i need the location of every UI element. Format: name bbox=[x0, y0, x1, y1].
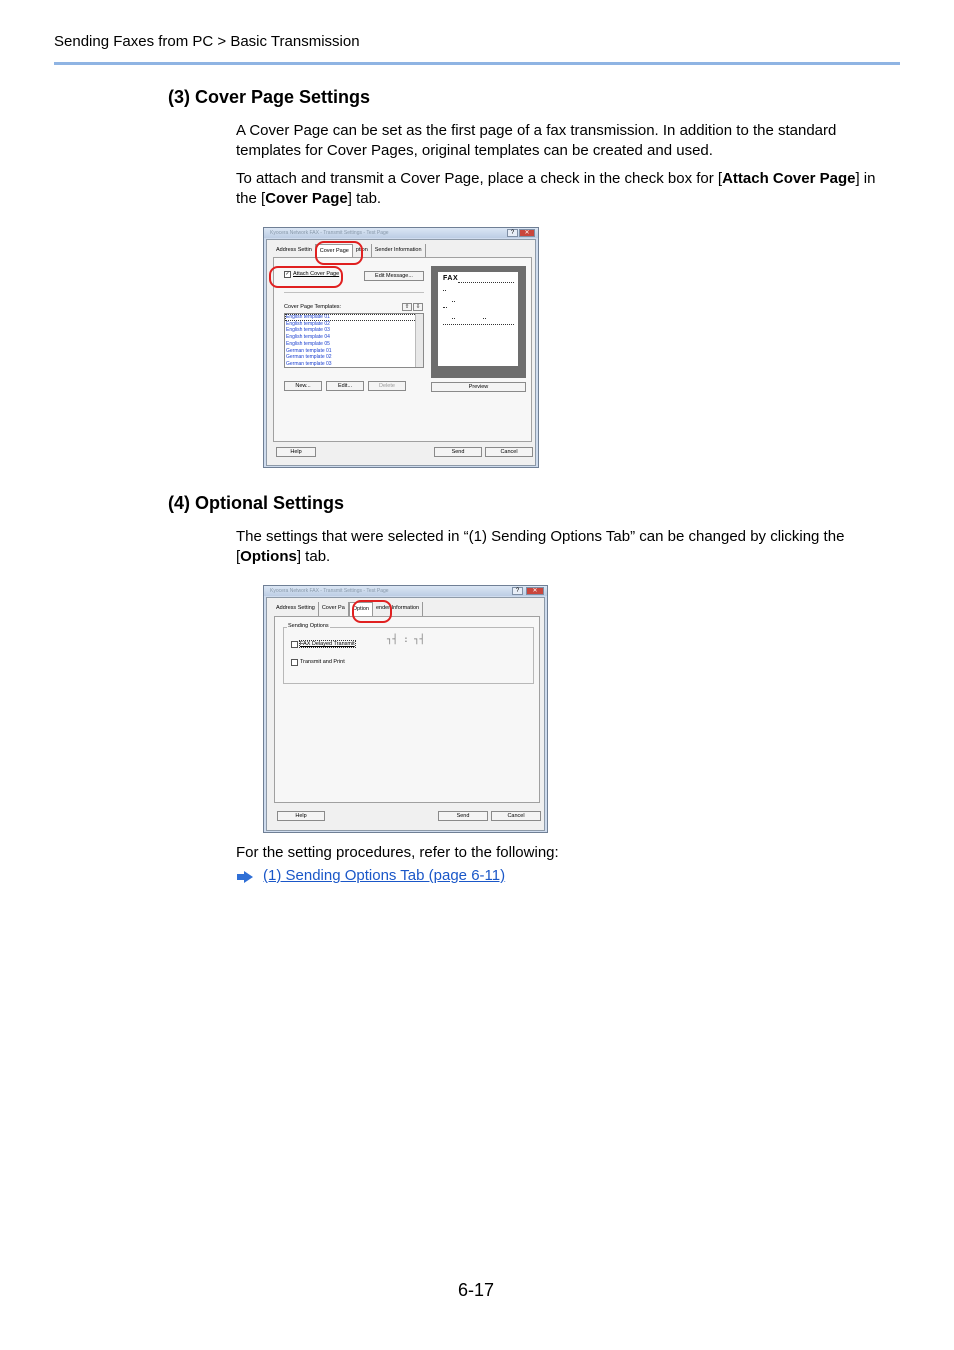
fax-delayed-transmit-checkbox[interactable] bbox=[291, 641, 298, 648]
preview-line bbox=[452, 301, 455, 302]
preview-line bbox=[483, 318, 486, 319]
attach-cover-page-highlight bbox=[269, 266, 343, 288]
dialog-client-area bbox=[266, 597, 545, 831]
section-4-paragraph: The settings that were selected in “(1) Sending Options Tab” can be changed by clicking the [Options] tab. bbox=[236, 528, 845, 565]
close-icon[interactable]: ✕ bbox=[526, 587, 544, 595]
tab-option[interactable]: Option bbox=[349, 602, 373, 616]
dialog-title-bar bbox=[264, 228, 538, 238]
edit-message-button[interactable]: Edit Message... bbox=[364, 271, 424, 281]
list-item[interactable]: English template 03 bbox=[286, 327, 330, 334]
tab-cover-page[interactable]: Cover Page bbox=[316, 244, 353, 258]
tab-address-settings[interactable]: Address Settin bbox=[273, 244, 316, 258]
section-3-heading: (3) Cover Page Settings bbox=[168, 87, 371, 107]
move-down-button[interactable]: ⇩ bbox=[413, 303, 423, 311]
send-button[interactable]: Send bbox=[434, 447, 482, 457]
sending-options-tab-link[interactable]: (1) Sending Options Tab (page 6-11) bbox=[263, 867, 506, 884]
help-icon[interactable]: ? bbox=[512, 587, 523, 595]
help-button[interactable]: Help bbox=[276, 447, 316, 457]
tab-cover-page[interactable]: Cover Pa bbox=[319, 602, 349, 616]
cancel-button[interactable]: Cancel bbox=[491, 811, 541, 821]
dialog-tabs bbox=[273, 602, 423, 616]
sending-options-label: Sending Options bbox=[288, 623, 329, 629]
preview-line bbox=[443, 324, 514, 325]
new-template-button[interactable]: New... bbox=[284, 381, 322, 391]
option-tab-highlight bbox=[352, 600, 392, 623]
page-number: 6-17 bbox=[458, 1280, 495, 1300]
list-item[interactable]: English template 01 bbox=[285, 314, 423, 321]
list-item[interactable]: English template 04 bbox=[286, 334, 330, 341]
section-3-paragraph-1: A Cover Page can be set as the first page of a fax transmission. In addition to the standard templates for Cover Pages, original templates can be created and used. bbox=[236, 122, 837, 159]
help-icon[interactable]: ? bbox=[507, 229, 518, 237]
preview-area bbox=[431, 266, 526, 378]
cancel-button[interactable]: Cancel bbox=[485, 447, 533, 457]
preview-button[interactable]: Preview bbox=[431, 382, 526, 392]
section-4-heading: (4) Optional Settings bbox=[168, 493, 345, 513]
move-up-button[interactable]: ⇧ bbox=[402, 303, 412, 311]
list-item[interactable]: English template 05 bbox=[286, 340, 330, 347]
preview-line bbox=[458, 282, 514, 283]
cover-page-tab-highlight bbox=[315, 241, 363, 265]
cover-page-dialog-screenshot bbox=[263, 227, 539, 468]
transmit-and-print-checkbox[interactable] bbox=[291, 659, 298, 666]
arrow-right-icon bbox=[236, 870, 254, 884]
option-dialog-screenshot bbox=[263, 585, 548, 833]
dialog-title: Kyocera Network FAX - Transmit Settings - Test Page bbox=[270, 230, 389, 236]
list-item[interactable]: German template 02 bbox=[286, 354, 332, 361]
option-panel bbox=[274, 616, 540, 803]
transmit-and-print-label: Transmit and Print bbox=[300, 659, 345, 665]
attach-cover-page-checkbox[interactable]: ✓ bbox=[285, 271, 290, 277]
cover-page-templates-label: Cover Page Templates: bbox=[284, 304, 342, 310]
tab-option[interactable]: ption bbox=[353, 244, 372, 258]
section-3-paragraph-2: To attach and transmit a Cover Page, place a check in the check box for [Attach Cover Page] in the [Cover Page] tab. bbox=[236, 170, 876, 207]
attach-cover-page-label: Attach Cover Page bbox=[293, 271, 340, 277]
list-scrollbar[interactable] bbox=[415, 314, 423, 367]
help-button[interactable]: Help bbox=[277, 811, 325, 821]
dialog-title-bar bbox=[264, 586, 547, 596]
breadcrumb: Sending Faxes from PC > Basic Transmission bbox=[54, 33, 360, 50]
delayed-time-spinner[interactable]: ┐┤ : ┐┤ bbox=[387, 635, 425, 645]
send-button[interactable]: Send bbox=[438, 811, 488, 821]
cover-page-templates-list[interactable] bbox=[284, 313, 424, 368]
delete-template-button[interactable]: Delete bbox=[368, 381, 406, 391]
list-item[interactable]: German template 01 bbox=[286, 347, 332, 354]
tab-sender-information[interactable]: Sender Information bbox=[372, 244, 426, 258]
cover-page-preview bbox=[438, 272, 518, 366]
list-item[interactable]: German template 03 bbox=[286, 360, 332, 367]
dialog-title: Kyocera Network FAX - Transmit Settings - Test Page bbox=[270, 588, 389, 594]
tab-sender-information[interactable]: ender Information bbox=[373, 602, 423, 616]
preview-line bbox=[443, 290, 446, 291]
list-item[interactable]: English template 02 bbox=[286, 320, 330, 327]
preview-line bbox=[452, 318, 455, 319]
fax-delayed-transmit-label: FAX Delayed Transmit bbox=[300, 641, 355, 647]
close-icon[interactable]: ✕ bbox=[519, 229, 535, 237]
edit-template-button[interactable]: Edit... bbox=[326, 381, 364, 391]
header-divider bbox=[54, 62, 900, 65]
reference-intro: For the setting procedures, refer to the following: bbox=[236, 844, 559, 861]
tab-address-settings[interactable]: Address Setting bbox=[273, 602, 319, 616]
divider bbox=[284, 292, 424, 293]
preview-fax-title: FAX bbox=[443, 275, 459, 282]
preview-line bbox=[443, 307, 447, 308]
